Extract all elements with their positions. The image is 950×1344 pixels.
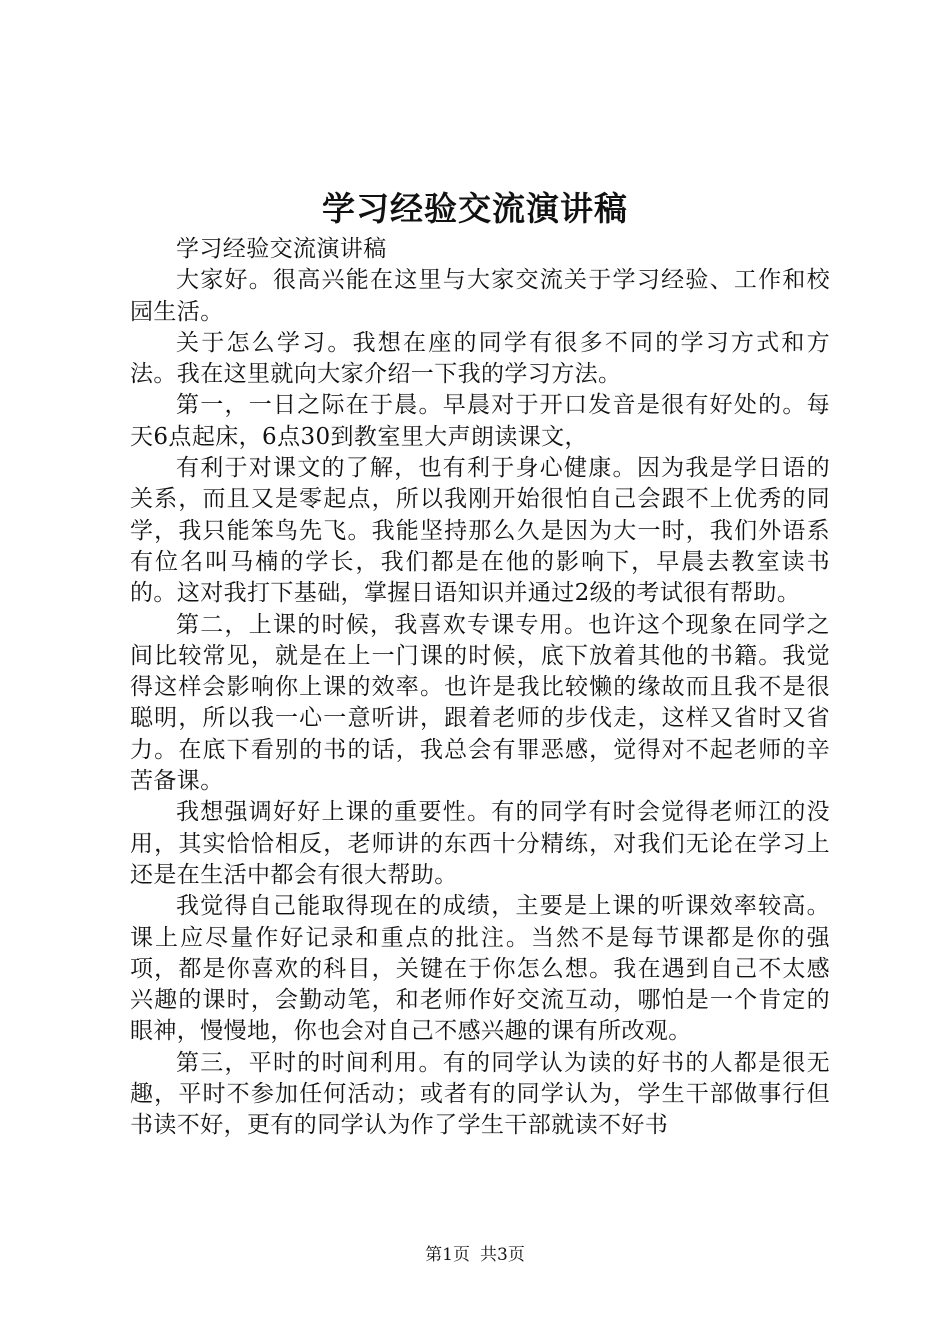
paragraph: 关于怎么学习。我想在座的同学有很多不同的学习方式和方法。我在这里就向大家介绍一下我的学习方法。 [130, 329, 830, 388]
page-number: 第1页 [425, 1245, 470, 1265]
page-footer [0, 1243, 950, 1267]
paragraph: 第二，上课的时候，我喜欢专课专用。也许这个现象在同学之间比较常见，就是在上一门课的时候，底下放着其他的书籍。我觉得这样会影响你上课的效率。也许是我比较懒的缘故而且我不是很聪明，所以我一心一意听讲，跟着老师的步伐走，这样又省时又省力。在底下看别的书的话，我总会有罪恶感，觉得对不起老师的辛苦备课。 [130, 611, 830, 795]
document-title: 学习经验交流演讲稿 [322, 189, 628, 228]
paragraph: 我觉得自己能取得现在的成绩，主要是上课的听课效率较高。课上应尽量作好记录和重点的批注。当然不是每节课都是你的强项，都是你喜欢的科目，关键在于你怎么想。我在遇到自己不太感兴趣的课时，会勤动笔，和老师作好交流互动，哪怕是一个肯定的眼神，慢慢地，你也会对自己不感兴趣的课有所改观。 [130, 893, 830, 1045]
paragraph: 第三，平时的时间利用。有的同学认为读的好书的人都是很无趣，平时不参加任何活动；或者有的同学认为，学生干部做事行但书读不好，更有的同学认为作了学生干部就读不好书 [130, 1049, 830, 1139]
paragraph: 学习经验交流演讲稿 [176, 236, 387, 262]
paragraph: 我想强调好好上课的重要性。有的同学有时会觉得老师江的没用，其实恰恰相反，老师讲的东西十分精练，对我们无论在学习上还是在生活中都会有很大帮助。 [130, 799, 830, 888]
paragraph: 有利于对课文的了解，也有利于身心健康。因为我是学日语的关系，而且又是零起点，所以我刚开始很怕自己会跟不上优秀的同学，我只能笨鸟先飞。我能坚持那么久是因为大一时，我们外语系有位名叫马楠的学长，我们都是在他的影响下，早晨去教室读书的。这对我打下基础，掌握日语知识并通过2级的考试很有帮助。 [130, 455, 830, 607]
document-body [130, 234, 830, 1142]
page-total: 共3页 [480, 1245, 525, 1265]
paragraph: 第一，一日之际在于晨。早晨对于开口发音是很有好处的。每天6点起床，6点30到教室里大声朗读课文， [130, 392, 830, 450]
paragraph: 大家好。很高兴能在这里与大家交流关于学习经验、工作和校园生活。 [130, 267, 830, 325]
